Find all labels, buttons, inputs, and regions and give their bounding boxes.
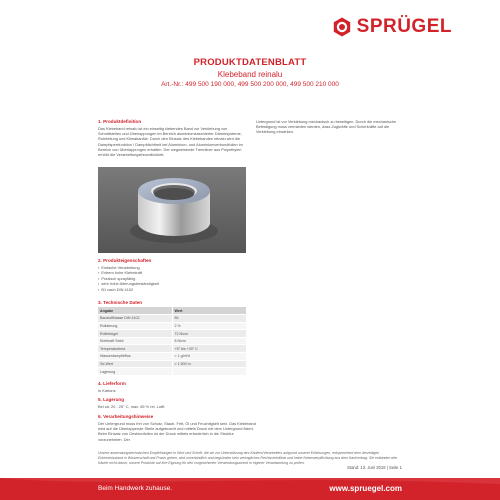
section-text-continued: Untergrund ist vor Verklebung mechanisch zu beseitigen. Durch die mechanische Befestigung muss vermieden werden, dass Zugkräfte und Scherkräfte auf die Verklebung einwirken. [256, 119, 397, 135]
section-text: Der Untergrund muss frei von Schutz, Staub, Fett, Öl und Feuchtigkeit sein. Das Klebeband wird auf die Überlappende Stelle aufgebracht und mittels Druck mit dem Untergrund fixiert. Beim Einsatz von Gesbionfolien ist der Druck mittels erforderlich in die Struktur vorzunehmen. Der [98, 421, 256, 442]
footer-website-link[interactable]: www.spruegel.com [329, 484, 402, 493]
article-numbers: Art.-Nr.: 499 500 190 000, 499 500 200 000, 499 500 210 000 [161, 81, 339, 88]
document-header [0, 57, 500, 88]
section-features [98, 258, 246, 292]
document-title: PRODUKTDATENBLATT [193, 57, 307, 68]
table-header-row [98, 307, 246, 315]
section-heading: 6. Verarbeitungshinweise [98, 414, 154, 419]
list-item: ▪ Extrem hohe Klebekraft [98, 270, 246, 275]
table-row [98, 368, 246, 376]
table-cell: 72 N/cm [172, 330, 246, 338]
footer-claim: Beim Handwerk zuhause. [98, 485, 173, 492]
table-cell: > 1.500 m [172, 360, 246, 368]
table-row [98, 353, 246, 361]
section-tech-data [98, 300, 246, 376]
list-item: ▪ B1 nach DIN 4102 [98, 287, 246, 292]
product-photo [98, 167, 246, 253]
table-row [98, 360, 246, 368]
table-row [98, 345, 246, 353]
table-header-cell: Wert [172, 307, 246, 315]
list-item: ▪ Einfache Verarbeitung [98, 265, 246, 270]
section-processing [98, 414, 258, 442]
section-definition-continued [256, 119, 402, 135]
table-cell: Lagerung [98, 368, 172, 376]
table-cell: Temperaturbest. [98, 345, 172, 353]
section-text: Bei ca. 20 - 25° C, max. 65 % rel. Luftf. [98, 404, 166, 409]
footer-wave-decoration [0, 478, 500, 500]
table-row [98, 315, 246, 323]
feature-list [98, 265, 246, 292]
table-cell: Rolltebügel [98, 330, 172, 338]
tech-data-table [98, 307, 246, 376]
table-header-cell: Angabe [98, 307, 172, 315]
list-item: ▪ Praxisch sprayfähig [98, 276, 246, 281]
table-cell: Wasserdampfdiffus. [98, 353, 172, 361]
brand-name: SPRÜGEL [356, 16, 452, 37]
table-cell: +5° bis +30° C [172, 345, 246, 353]
table-cell: Sd-Wert [98, 360, 172, 368]
revision-date: Stand: 13. Juni 2018 | Seite 1 [347, 465, 402, 470]
product-name: Klebeband reinalu [217, 70, 283, 79]
section-heading: 3. Technische Daten [98, 300, 143, 305]
table-row [98, 330, 246, 338]
section-heading: 5. Lagerung [98, 397, 125, 402]
section-storage [98, 397, 258, 409]
table-row [98, 322, 246, 330]
table-cell: Klebkraft Stahl [98, 337, 172, 345]
table-cell: Baustoffklasse DIN 4102 [98, 315, 172, 323]
legal-disclaimer: Unsere anwendungstechnischen Empfehlungen in Wort und Schrift, die wir zur Unterstützung des Käufers/Verarbeiters aufgrund unserer Erfahrungen, entsprechend dem derzeitigen Erkenntnisstand in Wissenschaft und Praxis geben, sind unverbindlich und begründen kein vertragliches Rechtsverhältnis und keine Nebenverpflichtung aus dem Kaufvertrag. Sie entbinden den Käufer nicht davon, unsere Produkte auf ihre Eignung für den vorgesehenen Verwendungszweck in eigener Verantwortung zu prüfen. [98, 451, 398, 465]
table-cell: 8 N/cm [172, 337, 246, 345]
brand-logo [332, 16, 452, 38]
table-cell: B1 [172, 315, 246, 323]
section-text: Das Klebeband reinalu ist ein einseitig klebendes Band zur Verklebung von Schnittstellen und Überlappungen im Bereich aluminiumkaschierter Dämmsysteme, Rohrleitung und Klimakanäle. Durch den Einsatz des Klebebandes reinalu wird die Dampfsperrfunktion / Dampfdichtheit bei Aluminium- und Aluminiumverbundfolien im Bereich von Überlappungen erhalten. Der wegweisende Trennliner aus Polyethylen erhöht die Verarbeitungsfreundlichkeit. [98, 126, 243, 158]
section-delivery [98, 381, 246, 393]
table-cell: < 1 g/m²d [172, 353, 246, 361]
footer-bar [0, 478, 500, 500]
section-heading: 1. Produktdefinition [98, 119, 142, 124]
section-text: in Kartons [98, 388, 116, 393]
logo-nut-icon [332, 17, 352, 37]
table-cell: Rollabrung [98, 322, 172, 330]
section-heading: 4. Lieferform [98, 381, 126, 386]
section-heading: 2. Produkteigenschaften [98, 258, 152, 263]
table-cell: 2 % [172, 322, 246, 330]
table-row [98, 337, 246, 345]
section-definition [98, 119, 246, 157]
table-cell [172, 368, 246, 376]
list-item: ▪ sehr hohe Alterungsbeständigkeit [98, 281, 246, 286]
